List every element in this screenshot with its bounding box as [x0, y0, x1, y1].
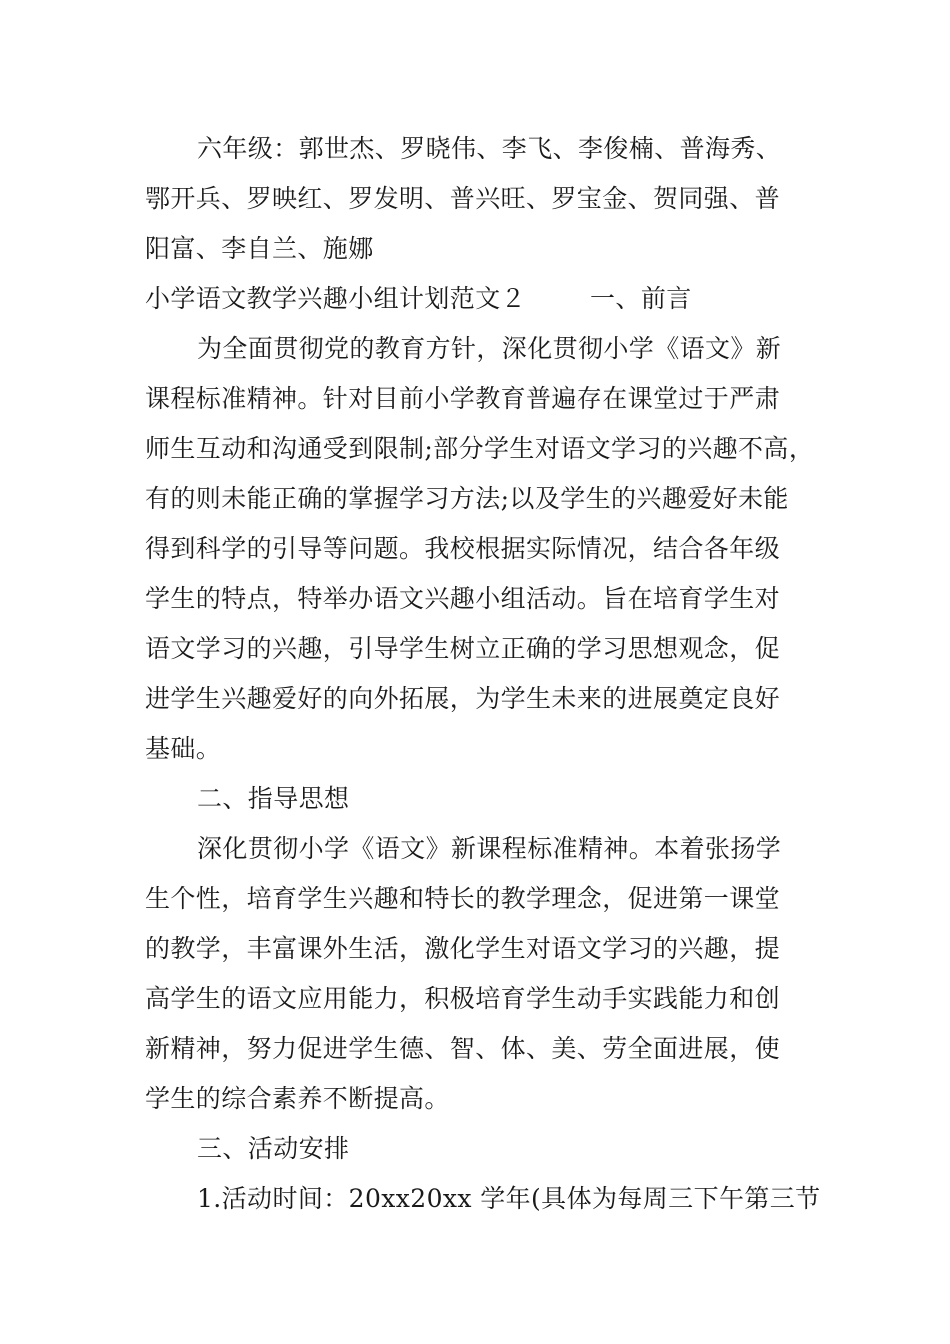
preface-line-6: 学生的特点，特举办语文兴趣小组活动。旨在培育学生对 [145, 584, 781, 613]
preface-line-8: 进学生兴趣爱好的向外拓展，为学生未来的进展奠定良好 [145, 684, 781, 713]
preface-line-4: 有的则未能正确的掌握学习方法;以及学生的兴趣爱好未能 [145, 484, 789, 513]
guiding-line-4: 高学生的语文应用能力，积极培育学生动手实践能力和创 [145, 984, 781, 1013]
grade-six-line-3: 阳富、李自兰、施娜 [145, 234, 374, 263]
guiding-line-2: 生个性，培育学生兴趣和特长的教学理念，促进第一课堂 [145, 884, 781, 913]
guiding-line-3: 的教学，丰富课外生活，激化学生对语文学习的兴趣，提 [145, 934, 781, 963]
guiding-line-6: 学生的综合素养不断提高。 [145, 1084, 450, 1113]
activities-line-1: 1.活动时间：20xx20xx 学年(具体为每周三下午第三节 [197, 1184, 821, 1213]
document-body [145, 124, 825, 1224]
guiding-line-5: 新精神，努力促进学生德、智、体、美、劳全面进展，使 [145, 1034, 781, 1063]
grade-six-line-1: 六年级：郭世杰、罗晓伟、李飞、李俊楠、普海秀、 [197, 134, 782, 163]
guiding-line-1: 深化贯彻小学《语文》新课程标准精神。本着张扬学 [197, 834, 782, 863]
heading-guiding: 二、指导思想 [197, 784, 350, 813]
preface-line-9: 基础。 [145, 734, 222, 763]
preface-line-1: 为全面贯彻党的教育方针，深化贯彻小学《语文》新 [197, 334, 782, 363]
heading-activities: 三、活动安排 [197, 1134, 350, 1163]
preface-line-5: 得到科学的引导等问题。我校根据实际情况，结合各年级 [145, 534, 781, 563]
section-title: 小学语文教学兴趣小组计划范文２ [145, 284, 527, 313]
grade-six-line-2: 鄂开兵、罗映红、罗发明、普兴旺、罗宝金、贺同强、普 [145, 184, 781, 213]
preface-line-3: 师生互动和沟通受到限制;部分学生对语文学习的兴趣不高， [145, 434, 815, 463]
heading-preface: 一、前言 [590, 284, 692, 313]
preface-line-2: 课程标准精神。针对目前小学教育普遍存在课堂过于严肃 [145, 384, 781, 413]
section-title-row [145, 274, 825, 324]
preface-line-7: 语文学习的兴趣，引导学生树立正确的学习思想观念，促 [145, 634, 781, 663]
